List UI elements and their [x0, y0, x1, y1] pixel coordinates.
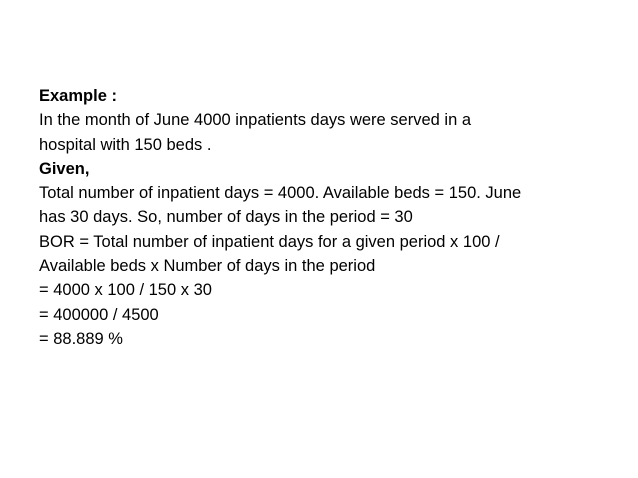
example-heading: Example : — [39, 87, 117, 105]
formula-line-2: Available beds x Number of days in the period — [39, 257, 376, 276]
intro-text-line-1: In the month of June 4000 inpatients days were served in a — [39, 111, 472, 130]
formula-line-1: BOR = Total number of inpatient days for a given period x 100 / — [39, 232, 500, 251]
slide-content — [39, 84, 619, 351]
given-heading: Given, — [39, 159, 90, 178]
given-text-line-1: Total number of inpatient days = 4000. Available beds = 150. June — [39, 184, 522, 203]
given-text-line-2: has 30 days. So, number of days in the period = 30 — [39, 208, 413, 227]
intro-text-line-2: hospital with 150 beds . — [39, 135, 212, 154]
calculation-step-1: = 4000 x 100 / 150 x 30 — [39, 281, 212, 300]
calculation-step-2: = 400000 / 4500 — [39, 305, 159, 324]
calculation-result: = 88.889 % — [39, 329, 123, 348]
